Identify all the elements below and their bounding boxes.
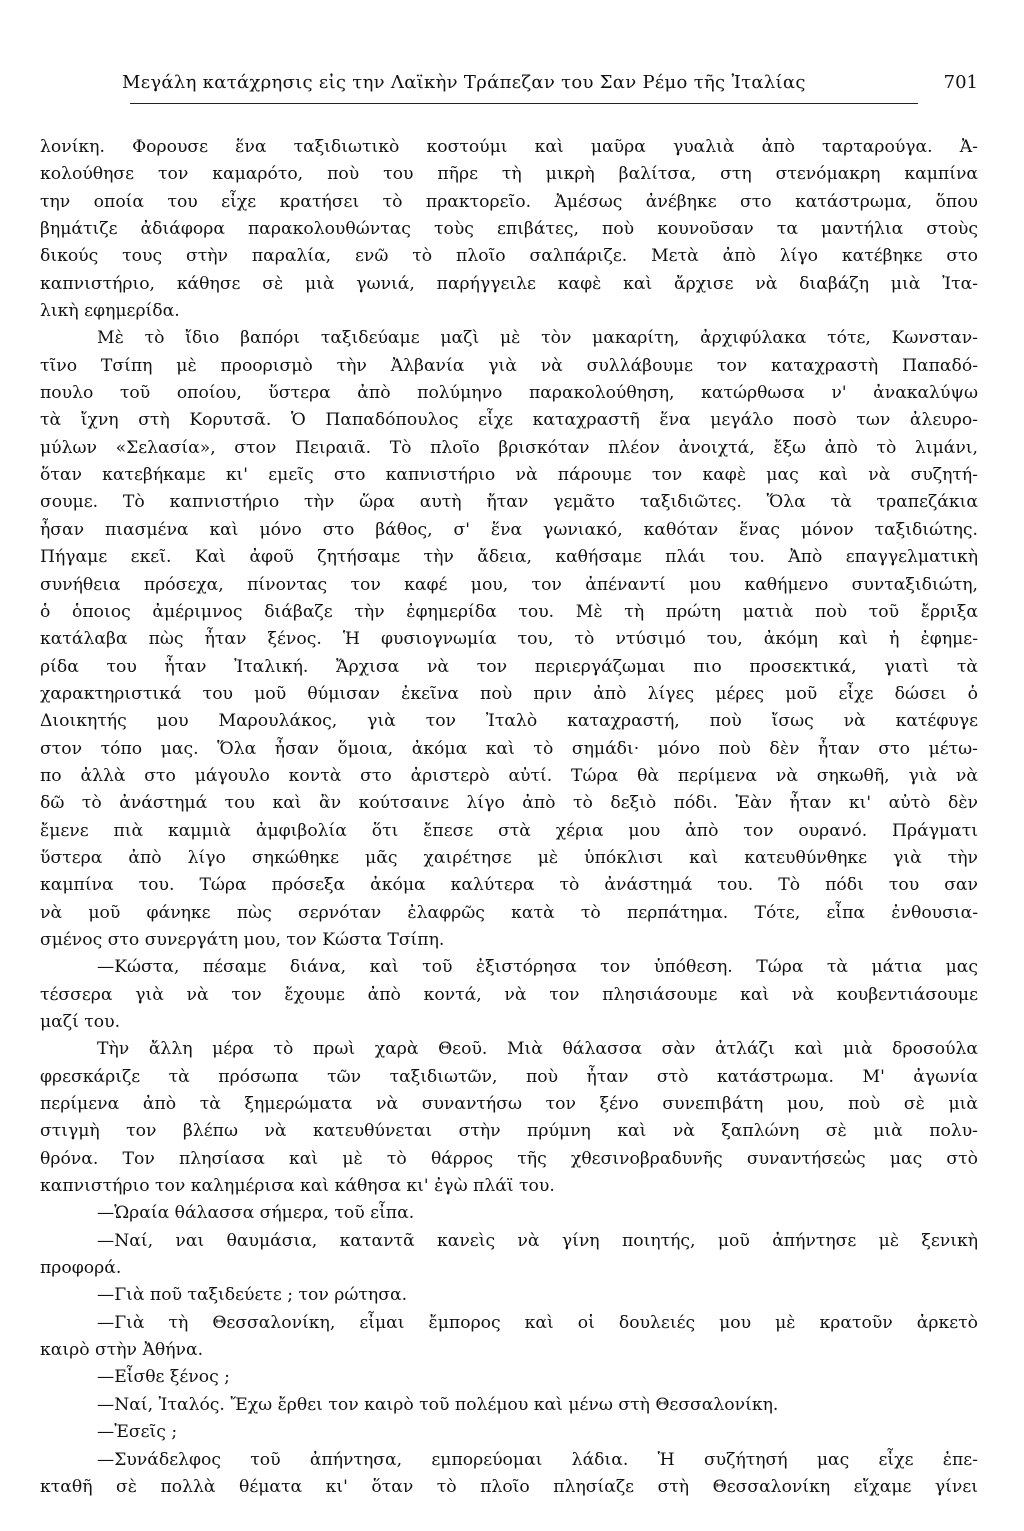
page-number: 701 [943,72,978,93]
text-line: ὁ ὁποιος ἀμέριμνος διάβαζε τὴν ἐφημερίδα του. Μὲ τὴ πρώτη ματιὰ ποὺ τοῦ ἔρριξα [40,601,978,622]
book-page [40,0,978,1531]
text-line: —Γιὰ ποῦ ταξιδεύετε ; τον ρώτησα. [97,1285,408,1306]
text-line: σουμε. Τὸ καπνιστήριο τὴν ὥρα αυτὴ ἤταν γεμᾶτο ταξιδιῶτες. Ὅλα τὰ τραπεζάκια [40,492,978,513]
body-text [40,134,978,1501]
text-line: —Κώστα, πέσαμε διάνα, καὶ τοῦ ἐξιστόρησα τον ὑπόθεση. Τώρα τὰ μάτια μας [97,957,978,978]
text-line: —Γιὰ τὴ Θεσσαλονίκη, εἶμαι ἔμπορος καὶ οἱ δουλειές μου μὲ κρατοῦν ἀρκετὸ [97,1312,978,1333]
text-line: τῖνο Τσίπη μὲ προορισμὸ τὴν Ἀλβανία γιὰ νὰ συλλάβουμε τον καταχραστὴ Παπαδό- [40,355,978,376]
text-line: —Ἐσεῖς ; [97,1422,178,1443]
text-line: μύλων «Σελασία», στον Πειραιᾶ. Τὸ πλοῖο βρισκόταν πλέον ἀνοιχτά, ἔξω ἀπὸ τὸ λιμάνι, [40,437,978,458]
text-line: ρίδα του ἦταν Ἰταλική. Ἄρχισα νὰ τον περιεργάζωμαι πιο προσεκτικά, γιατὶ τὰ [40,656,978,677]
text-line: Πήγαμε εκεῖ. Καὶ ἀφοῦ ζητήσαμε τὴν ἄδεια, καθήσαμε πλάι του. Ἀπὸ επαγγελματικὴ [40,547,978,568]
text-line: καιρὸ στὴν Ἀθήνα. [40,1340,204,1361]
text-line: ἦσαν πιασμένα καὶ μόνο στο βάθος, σ' ἕνα γωνιακό, καθόταν ἕνας μόνον ταξιδιώτης. [40,519,978,540]
text-line: χαρακτηριστικά του μοῦ θύμισαν ἐκεῖνα ποὺ πριν ἀπὸ λίγες μέρες μοῦ εἶχε δώσει ὁ [40,683,978,704]
text-line: καμπίνα του. Τώρα πρόσεξα ἀκόμα καλύτερα τὸ ἀνάστημά του. Τὸ πόδι του σαν [40,875,978,896]
text-line: Διοικητής μου Μαρουλάκος, γιὰ τον Ἰταλὸ καταχραστή, ποὺ ἴσως νὰ κατέφυγε [40,711,978,732]
text-line: —Ναί, ναι θαυμάσια, καταντᾶ κανεὶς νὰ γίνη ποιητής, μοῦ ἀπήντησε μὲ ξενικὴ [97,1230,978,1251]
text-line: τὰ ἴχνη στὴ Κορυτσᾶ. Ὁ Παπαδόπουλος εἶχε καταχραστῆ ἕνα μεγάλο ποσὸ των ἀλευρο- [40,410,978,431]
text-line: πουλο τοῦ οποίου, ὕστερα ἀπὸ πολύμηνο παρακολούθηση, κατώρθωσα ν' ἀνακαλύψω [40,383,978,404]
header-rule [130,103,918,104]
text-line: —Εἶσθε ξένος ; [97,1367,230,1388]
text-line: καπνιστήριο τον καλημέρισα καὶ κάθησα κι' ἐγὼ πλάϊ του. [40,1176,555,1197]
text-line: λονίκη. Φορουσε ἕνα ταξιδιωτικὸ κοστούμι καὶ μαῦρα γυαλιὰ ἀπὸ ταρταρούγα. Ἀ- [40,137,978,157]
text-line: —Ὡραία θάλασσα σήμερα, τοῦ εἶπα. [97,1203,415,1224]
text-line: στον τόπο μας. Ὅλα ἦσαν ὅμοια, ἀκόμα καὶ τὸ σημάδι· μόνο ποὺ δὲν ἦταν στο μέτω- [40,738,978,759]
text-line: τέσσερα γιὰ νὰ τον ἔχουμε ἀπὸ κοντά, νὰ τον πλησιάσουμε καὶ νὰ κουβεντιάσουμε [40,984,978,1005]
text-line: ὕστερα ἀπὸ λίγο σηκώθηκε μᾶς χαιρέτησε μὲ ὑπόκλισι καὶ κατευθύνθηκε γιὰ τὴν [40,847,978,868]
text-line: δῶ τὸ ἀνάστημά του καὶ ἂν κούτσαινε λίγο ἀπὸ τὸ δεξιὸ πόδι. Ἐὰν ἦταν κι' αὐτὸ δὲν [40,793,978,814]
text-line: θρόνα. Τον πλησίασα καὶ μὲ τὸ θάρρος τῆς χθεσινοβραδυνῆς συναντήσεὡς μας στὸ [40,1148,978,1169]
text-line: πο ἀλλὰ στο μάγουλο κοντὰ στο ἀριστερὸ αὐτί. Τώρα θὰ περίμενα νὰ σηκωθῆ, γιὰ νὰ [40,765,978,786]
text-line: φρεσκάριζε τὰ πρόσωπα τῶν ταξιδιωτῶν, ποὺ ἦταν στὸ κατάστρωμα. Μ' ἀγωνία [40,1066,978,1087]
text-line: μαζί του. [40,1012,121,1032]
text-line: κατάλαβα πὼς ἦταν ξένος. Ἡ φυσιογνωμία του, τὸ ντύσιμό του, ἀκόμη καὶ ἡ ἐφημε- [40,629,978,650]
text-line: Μὲ τὸ ἴδιο βαπόρι ταξιδεύαμε μαζὶ μὲ τὸν μακαρίτη, ἀρχιφύλακα τότε, Κωνσταν- [97,328,978,349]
text-line: κταθῆ σὲ πολλὰ θέματα κι' ὅταν τὸ πλοῖο πλησίαζε στὴ Θεσσαλονίκη εἴχαμε γίνει [40,1476,978,1497]
running-header [40,72,978,98]
text-line: στιγμὴ τον βλέπω νὰ κατευθύνεται στὴν πρύμνη καὶ νὰ ξαπλώνη σὲ μιὰ πολυ- [40,1121,978,1142]
text-line: σμένος στο συνεργάτη μου, τον Κώστα Τσίπη. [40,929,445,950]
text-line: Τὴν ἄλλη μέρα τὸ πρωὶ χαρὰ Θεοῦ. Μιὰ θάλασσα σὰν ἀτλάζι καὶ μιὰ δροσούλα [97,1039,978,1060]
text-line: καπνιστήριο, κάθησε σὲ μιὰ γωνιά, παρήγγειλε καφὲ καὶ ἄρχισε νὰ διαβάζη μιὰ Ἰτα- [40,273,978,294]
text-line: ἔμενε πιὰ καμμιὰ ἀμφιβολία ὅτι ἔπεσε στὰ χέρια μου ἀπὸ τον ουρανό. Πράγματι [40,820,978,841]
text-line: ὅταν κατεβήκαμε κι' εμεῖς στο καπνιστήριο νὰ πάρουμε τον καφὲ μας καὶ νὰ συζητή- [40,465,978,486]
text-line: συνήθεια πρόσεχα, πίνοντας τον καφέ μου, τον ἀπέναντί μου καθήμενο συνταξιδιώτη, [40,574,978,595]
text-line: περίμενα ἀπὸ τὰ ξημερώματα νὰ συναντήσω τον ξένο συνεπιβάτη μου, ποὺ σὲ μιὰ [40,1094,978,1115]
running-title: Μεγάλη κατάχρησις εἰς την Λαϊκὴν Τράπεζαν του Σαν Ρέμο τῆς Ἰταλίας [122,72,806,93]
text-line: κολούθησε τον καμαρότο, ποὺ του πῆρε τὴ μικρὴ βαλίτσα, στη στενόμακρη καμπίνα [40,164,978,185]
text-line: βημάτιζε ἀδιάφορα παρακολουθώντας τοὺς επιβάτες, ποὺ κουνοῦσαν τα μαντήλια στοὺς [40,219,978,240]
text-line: —Συνάδελφος τοῦ ἀπήντησα, εμπορεύομαι λάδια. Ἡ συζήτησή μας εἶχε ἐπε- [97,1449,978,1470]
text-line: νὰ μοῦ φάνηκε πὼς σερνόταν ἐλαφρῶς κατὰ τὸ περπάτημα. Τότε, εἶπα ἐνθουσια- [40,902,978,923]
text-line: την οποία του εἶχε κρατήσει τὸ πρακτορεῖο. Ἀμέσως ἀνέβηκε στο κατάστρωμα, ὅπου [40,191,978,212]
text-line: δικούς τους στὴν παραλία, ενῶ τὸ πλοῖο σαλπάριζε. Μετὰ ἀπὸ λίγο κατέβηκε στο [40,246,978,267]
text-line: —Ναί, Ἰταλός. Ἔχω ἔρθει τον καιρὸ τοῦ πολέμου καὶ μένω στὴ Θεσσαλονίκη. [97,1394,779,1415]
text-line: λικὴ εφημερίδα. [40,301,180,322]
text-line: προφορά. [40,1258,122,1279]
